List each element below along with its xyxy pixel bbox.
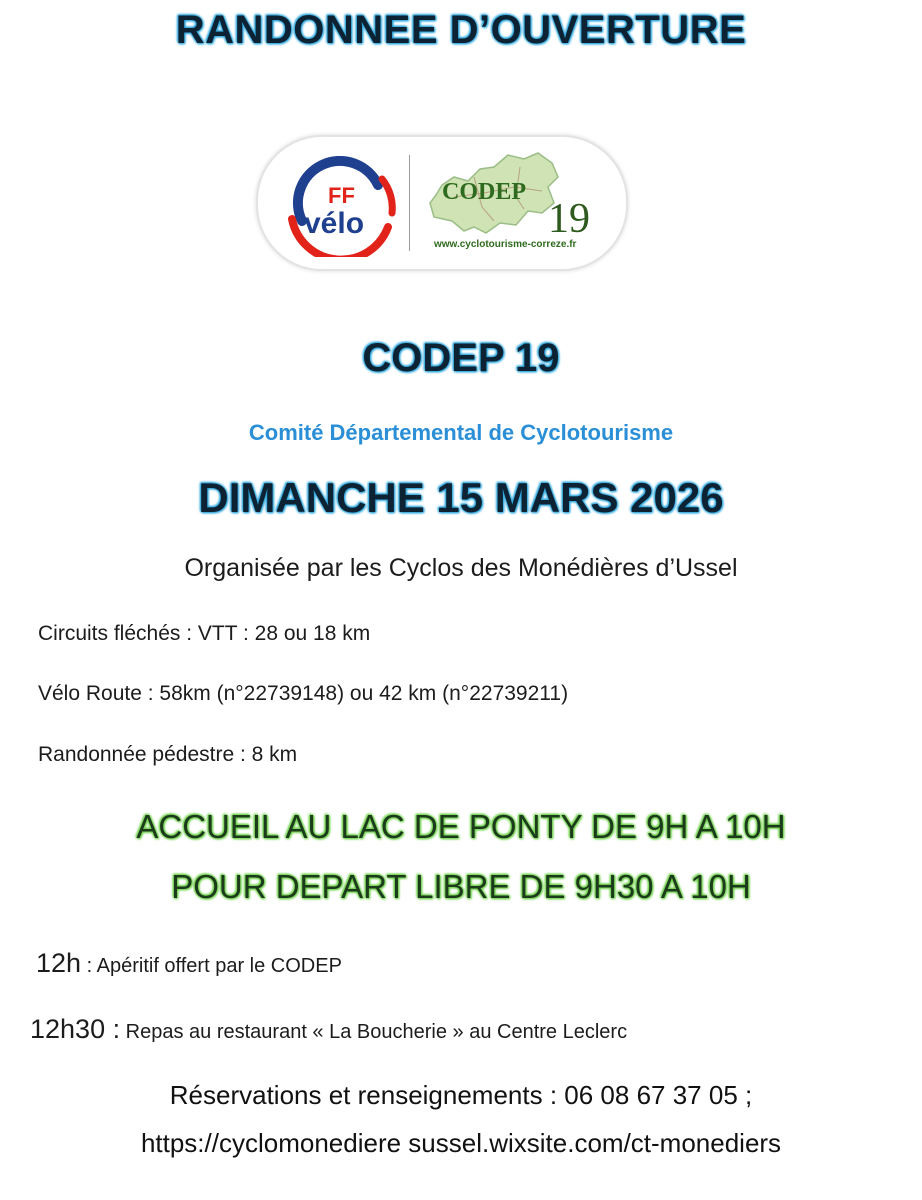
codep-logo-number: 19 [548,196,590,242]
event-organizer: Organisée par les Cyclos des Monédières d’Ussel [184,554,738,582]
website-link[interactable]: https://cyclomonediere sussel.wixsite.com/ct-monediers [140,1128,782,1158]
organization-subtitle: Comité Départemental de Cyclotourisme [248,420,674,445]
ffvelo-velo: vélo [304,207,365,240]
welcome-line-2: POUR DEPART LIBRE DE 9H30 A 10H [171,868,751,905]
ffvelo-ff: FF [328,183,355,208]
schedule-item-repas [30,1014,627,1045]
circuit-pedestre: Randonnée pédestre : 8 km [38,743,298,766]
logo-banner [256,135,628,271]
page-title: RANDONNEE D’OUVERTURE [175,8,747,52]
schedule-text: Repas au restaurant « La Boucherie » au Centre Leclerc [120,1021,628,1043]
event-date: DIMANCHE 15 MARS 2026 [198,474,724,521]
codep-logo [424,147,614,259]
codep-logo-url: www.cyclotourisme-correze.fr [434,239,577,250]
codep-logo-name: CODEP [442,179,526,205]
reservation-info: Réservations et renseignements : 06 08 67 37 05 ; [169,1080,753,1110]
welcome-line-1: ACCUEIL AU LAC DE PONTY DE 9H A 10H [136,808,786,845]
schedule-time: 12h [36,948,82,978]
ffvelo-logo [270,149,410,257]
schedule-text: : Apéritif offert par le CODEP [81,955,342,977]
circuit-velo-route: Vélo Route : 58km (n°22739148) ou 42 km (n°22739211) [38,682,569,705]
schedule-item-aperitif [36,948,342,979]
circuit-vtt: Circuits fléchés : VTT : 28 ou 18 km [38,622,371,645]
organization-name: CODEP 19 [362,336,560,380]
schedule-time: 12h30 : [30,1014,121,1044]
logo-divider [409,155,410,251]
